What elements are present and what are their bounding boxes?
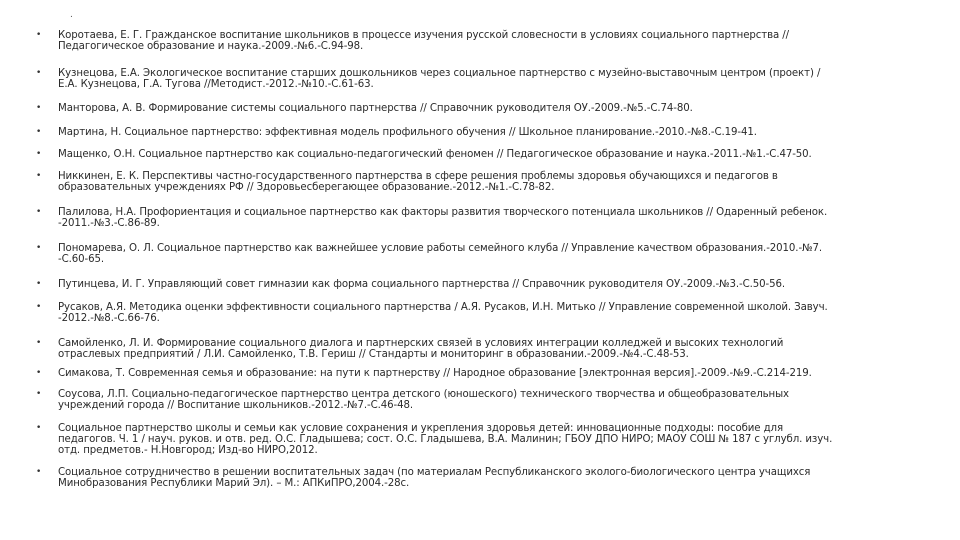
reference-text: Самойленко, Л. И. Формирование социального диалога и партнерских связей в условиях интеграции колледжей и высоких технологий отраслевых предприятий / Л.И. Самойленко, Т.В. Гериш // Стандарты и мониторинг в образовании.-2009.-№4.-С.48-53.: [58, 338, 784, 360]
bullet-icon: •: [36, 302, 42, 312]
reference-item: [36, 302, 936, 324]
reference-list: [36, 30, 936, 489]
reference-item: [36, 103, 936, 114]
reference-text: Манторова, А. В. Формирование системы социального партнерства // Справочник руководителя ОУ.-2009.-№5.-С.74-80.: [58, 103, 693, 114]
bullet-icon: •: [36, 149, 42, 159]
bullet-icon: •: [36, 467, 42, 477]
reference-item: [36, 149, 936, 160]
bullet-icon: •: [36, 127, 42, 137]
reference-text: Русаков, А.Я. Методика оценки эффективности социального партнерства / А.Я. Русаков, И.Н. Митько // Управление современной школой. Завуч. -2012.-№8.-С.66-76.: [58, 302, 828, 324]
bullet-icon: •: [36, 171, 42, 181]
bullet-icon: •: [36, 423, 42, 433]
reference-item: [36, 423, 936, 456]
reference-item: [36, 243, 936, 265]
reference-item: [36, 207, 936, 229]
reference-text: Кузнецова, Е.А. Экологическое воспитание старших дошкольников через социальное партнерство с музейно-выставочным центром (проект) / Е.А. Кузнецова, Г.А. Тугова //Методист.-2012.-№10.-С.61-63.: [58, 68, 821, 90]
reference-item: [36, 127, 936, 138]
reference-text: Социальное сотрудничество в решении воспитательных задач (по материалам Республиканского эколого-биологического центра учащихся Минобразования Республики Марий Эл). – М.: АПКиПРО,2004.-28с.: [58, 467, 811, 489]
bullet-icon: •: [36, 338, 42, 348]
reference-item: [36, 279, 936, 290]
bullet-icon: •: [36, 368, 42, 378]
reference-text: Никкинен, Е. К. Перспективы частно-государственного партнерства в сфере решения проблемы здоровья обучающихся и педагогов в образовательных учреждениях РФ // Здоровьесберегающее образование.-2012.-№1.-С.78-82.: [58, 171, 778, 193]
reference-item: [36, 68, 936, 90]
reference-item: [36, 171, 936, 193]
reference-item: [36, 389, 936, 411]
bullet-icon: •: [36, 243, 42, 253]
top-mark: .: [70, 10, 73, 20]
reference-text: Соусова, Л.П. Социально-педагогическое партнерство центра детского (юношеского) технического творчества и общеобразовательных учреждений города // Воспитание школьников.-2012.-№7.-С.46-48.: [58, 389, 789, 411]
bullet-icon: •: [36, 389, 42, 399]
bullet-icon: •: [36, 207, 42, 217]
reference-item: [36, 30, 936, 52]
reference-text: Мартина, Н. Социальное партнерство: эффективная модель профильного обучения // Школьное планирование.-2010.-№8.-С.19-41.: [58, 127, 757, 138]
bullet-icon: •: [36, 68, 42, 78]
reference-item: [36, 467, 936, 489]
bullet-icon: •: [36, 30, 42, 40]
reference-text: Симакова, Т. Современная семья и образование: на пути к партнерству // Народное образование [электронная версия].-2009.-№9.-С.214-219.: [58, 368, 812, 379]
reference-text: Путинцева, И. Г. Управляющий совет гимназии как форма социального партнерства // Справочник руководителя ОУ.-2009.-№3.-С.50-56.: [58, 279, 786, 290]
reference-text: Коротаева, Е. Г. Гражданское воспитание школьников в процессе изучения русской словесности в условиях социального партнерства // Педагогическое образование и наука.-2009.-№6.-С.94-98.: [58, 30, 789, 52]
reference-item: [36, 338, 936, 360]
bullet-icon: •: [36, 279, 42, 289]
reference-text: Палилова, Н.А. Профориентация и социальное партнерство как факторы развития творческого потенциала школьников // Одаренный ребенок. -2011.-№3.-С.86-89.: [58, 207, 828, 229]
bullet-icon: •: [36, 103, 42, 113]
reference-item: [36, 368, 936, 379]
reference-text: Пономарева, О. Л. Социальное партнерство как важнейшее условие работы семейного клуба // Управление качеством образования.-2010.-№7. -С.60-65.: [58, 243, 823, 265]
reference-text: Мащенко, О.Н. Социальное партнерство как социально-педагогический феномен // Педагогическое образование и наука.-2011.-№1.-С.47-50.: [58, 149, 812, 160]
reference-text: Социальное партнерство школы и семьи как условие сохранения и укрепления здоровья детей: инновационные подходы: пособие для педагогов. Ч. 1 / науч. руков. и отв. ред. О.С. Гладышева; сост. О.С. Гладышева, В.А. Малинин; ГБОУ ДПО НИРО; МАОУ СОШ № 187 с углубл. изуч. отд. предметов.- Н.Новгород; Изд-во НИРО,2012.: [58, 423, 833, 456]
